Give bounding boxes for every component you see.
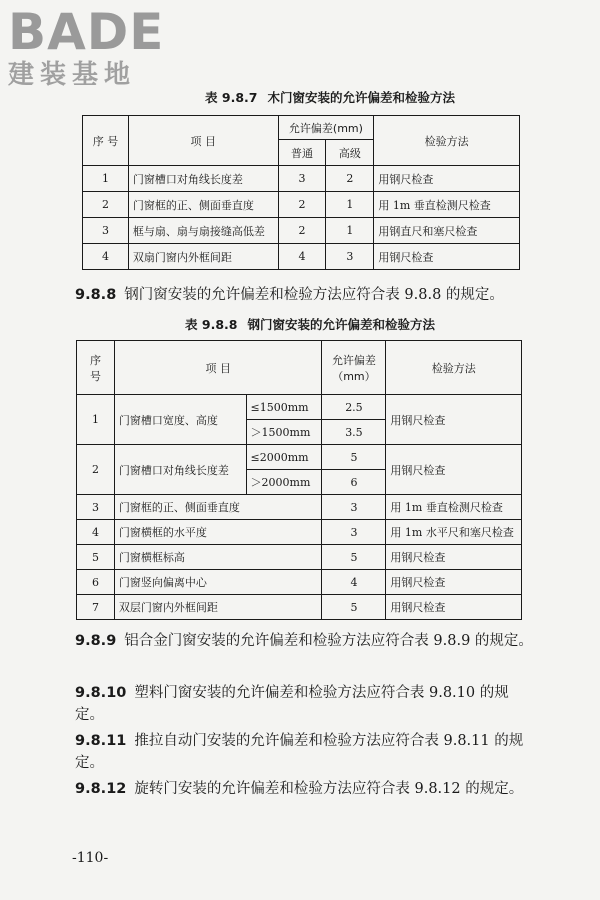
table-row [77,445,522,470]
cell-method: 用钢尺检查 [386,570,522,595]
cell-item: 框与扇、扇与扇接缝高低差 [128,218,278,244]
cell-normal: 2 [278,192,326,218]
header-tolerance [322,341,386,395]
cell-high: 1 [326,192,374,218]
cell-subrange: ≤1500mm [246,395,322,420]
header-method: 检验方法 [386,341,522,395]
cell-tolerance: 2.5 [322,395,386,420]
cell-tolerance: 3.5 [322,420,386,445]
cell-method: 用钢直尺和塞尺检查 [374,218,520,244]
table-row [83,192,520,218]
header-tolerance: 允许偏差(mm) [278,116,374,140]
header-seq: 序 号 [83,116,129,166]
paragraph-9-8-10 [75,682,535,726]
paragraph-9-8-11 [75,730,535,774]
cell-item: 门窗横框标高 [114,545,322,570]
cell-normal: 3 [278,166,326,192]
table-9-8-7 [82,115,520,270]
cell-seq: 7 [77,595,115,620]
table-row [77,570,522,595]
table-row [77,495,522,520]
section-number: 9.8.11 [75,733,127,749]
cell-seq: 6 [77,570,115,595]
cell-high: 2 [326,166,374,192]
header-seq [77,341,115,395]
cell-item: 门窗框的正、侧面垂直度 [114,495,322,520]
paragraph-9-8-9 [75,630,535,652]
cell-normal: 4 [278,244,326,270]
cell-seq: 1 [77,395,115,445]
header-item: 项 目 [128,116,278,166]
section-number: 9.8.12 [75,781,127,797]
cell-method: 用 1m 垂直检测尺检查 [386,495,522,520]
cell-method: 用钢尺检查 [386,545,522,570]
cell-method: 用 1m 垂直检测尺检查 [374,192,520,218]
header-method: 检验方法 [374,116,520,166]
paragraph-text: 铝合金门窗安装的允许偏差和检验方法应符合表 9.8.9 的规定。 [124,633,533,649]
section-number: 9.8.10 [75,685,127,701]
header-seq-line1: 序 [89,353,101,367]
cell-tolerance: 5 [322,595,386,620]
table-9-8-8 [76,340,522,620]
paragraph-text: 旋转门安装的允许偏差和检验方法应符合表 9.8.12 的规定。 [134,781,524,797]
table-9-8-7-caption [0,88,600,106]
cell-seq: 3 [77,495,115,520]
cell-subrange: ＞2000mm [246,470,322,495]
paragraph-text: 塑料门窗安装的允许偏差和检验方法应符合表 9.8.10 的规定。 [75,685,509,723]
table-9-8-8-caption [0,315,600,333]
cell-item: 门窗槽口宽度、高度 [114,395,246,445]
cell-seq: 1 [83,166,129,192]
cell-method: 用 1m 水平尺和塞尺检查 [386,520,522,545]
cell-normal: 2 [278,218,326,244]
paragraph-text: 推拉自动门安装的允许偏差和检验方法应符合表 9.8.11 的规定。 [75,733,524,771]
page-number: -110- [72,850,109,866]
paragraph-text: 钢门窗安装的允许偏差和检验方法应符合表 9.8.8 的规定。 [124,287,504,303]
section-number: 9.8.9 [75,633,117,649]
header-tolerance-line1: 允许偏差 [331,353,376,367]
cell-seq: 2 [77,445,115,495]
header-high: 高级 [326,140,374,166]
header-item: 项 目 [114,341,322,395]
paragraph-9-8-12 [75,778,535,800]
header-seq-line2: 号 [89,369,101,383]
cell-item: 门窗槽口对角线长度差 [114,445,246,495]
cell-subrange: ＞1500mm [246,420,322,445]
paragraph-9-8-8 [75,284,555,306]
cell-subrange: ≤2000mm [246,445,322,470]
header-normal: 普通 [278,140,326,166]
cell-high: 3 [326,244,374,270]
cell-method: 用钢尺检查 [374,244,520,270]
cell-item: 门窗槽口对角线长度差 [128,166,278,192]
cell-tolerance: 3 [322,520,386,545]
caption-number: 表 9.8.8 [185,317,238,332]
table-row [83,166,520,192]
caption-title: 木门窗安装的允许偏差和检验方法 [267,90,455,105]
cell-high: 1 [326,218,374,244]
table-row [77,395,522,420]
cell-seq: 2 [83,192,129,218]
logo-subtitle: 建装基地 [8,60,137,90]
cell-item: 双扇门窗内外框间距 [128,244,278,270]
table-row [77,545,522,570]
cell-seq: 5 [77,545,115,570]
caption-number: 表 9.8.7 [205,90,258,105]
cell-method: 用钢尺检查 [374,166,520,192]
table-row [83,218,520,244]
header-tolerance-line2: （mm） [332,369,376,383]
table-row [77,595,522,620]
cell-method: 用钢尺检查 [386,395,522,445]
cell-method: 用钢尺检查 [386,595,522,620]
section-number: 9.8.8 [75,287,117,303]
cell-tolerance: 4 [322,570,386,595]
watermark-logo [8,3,178,90]
cell-item: 门窗竖向偏离中心 [114,570,322,595]
cell-seq: 4 [77,520,115,545]
cell-item: 门窗框的正、侧面垂直度 [128,192,278,218]
logo-mark: BADE [8,3,165,61]
cell-tolerance: 6 [322,470,386,495]
caption-title: 钢门窗安装的允许偏差和检验方法 [247,317,435,332]
cell-tolerance: 3 [322,495,386,520]
cell-item: 双层门窗内外框间距 [114,595,322,620]
cell-seq: 3 [83,218,129,244]
table-row [77,520,522,545]
cell-item: 门窗横框的水平度 [114,520,322,545]
cell-tolerance: 5 [322,445,386,470]
cell-tolerance: 5 [322,545,386,570]
cell-method: 用钢尺检查 [386,445,522,495]
cell-seq: 4 [83,244,129,270]
table-row [83,244,520,270]
